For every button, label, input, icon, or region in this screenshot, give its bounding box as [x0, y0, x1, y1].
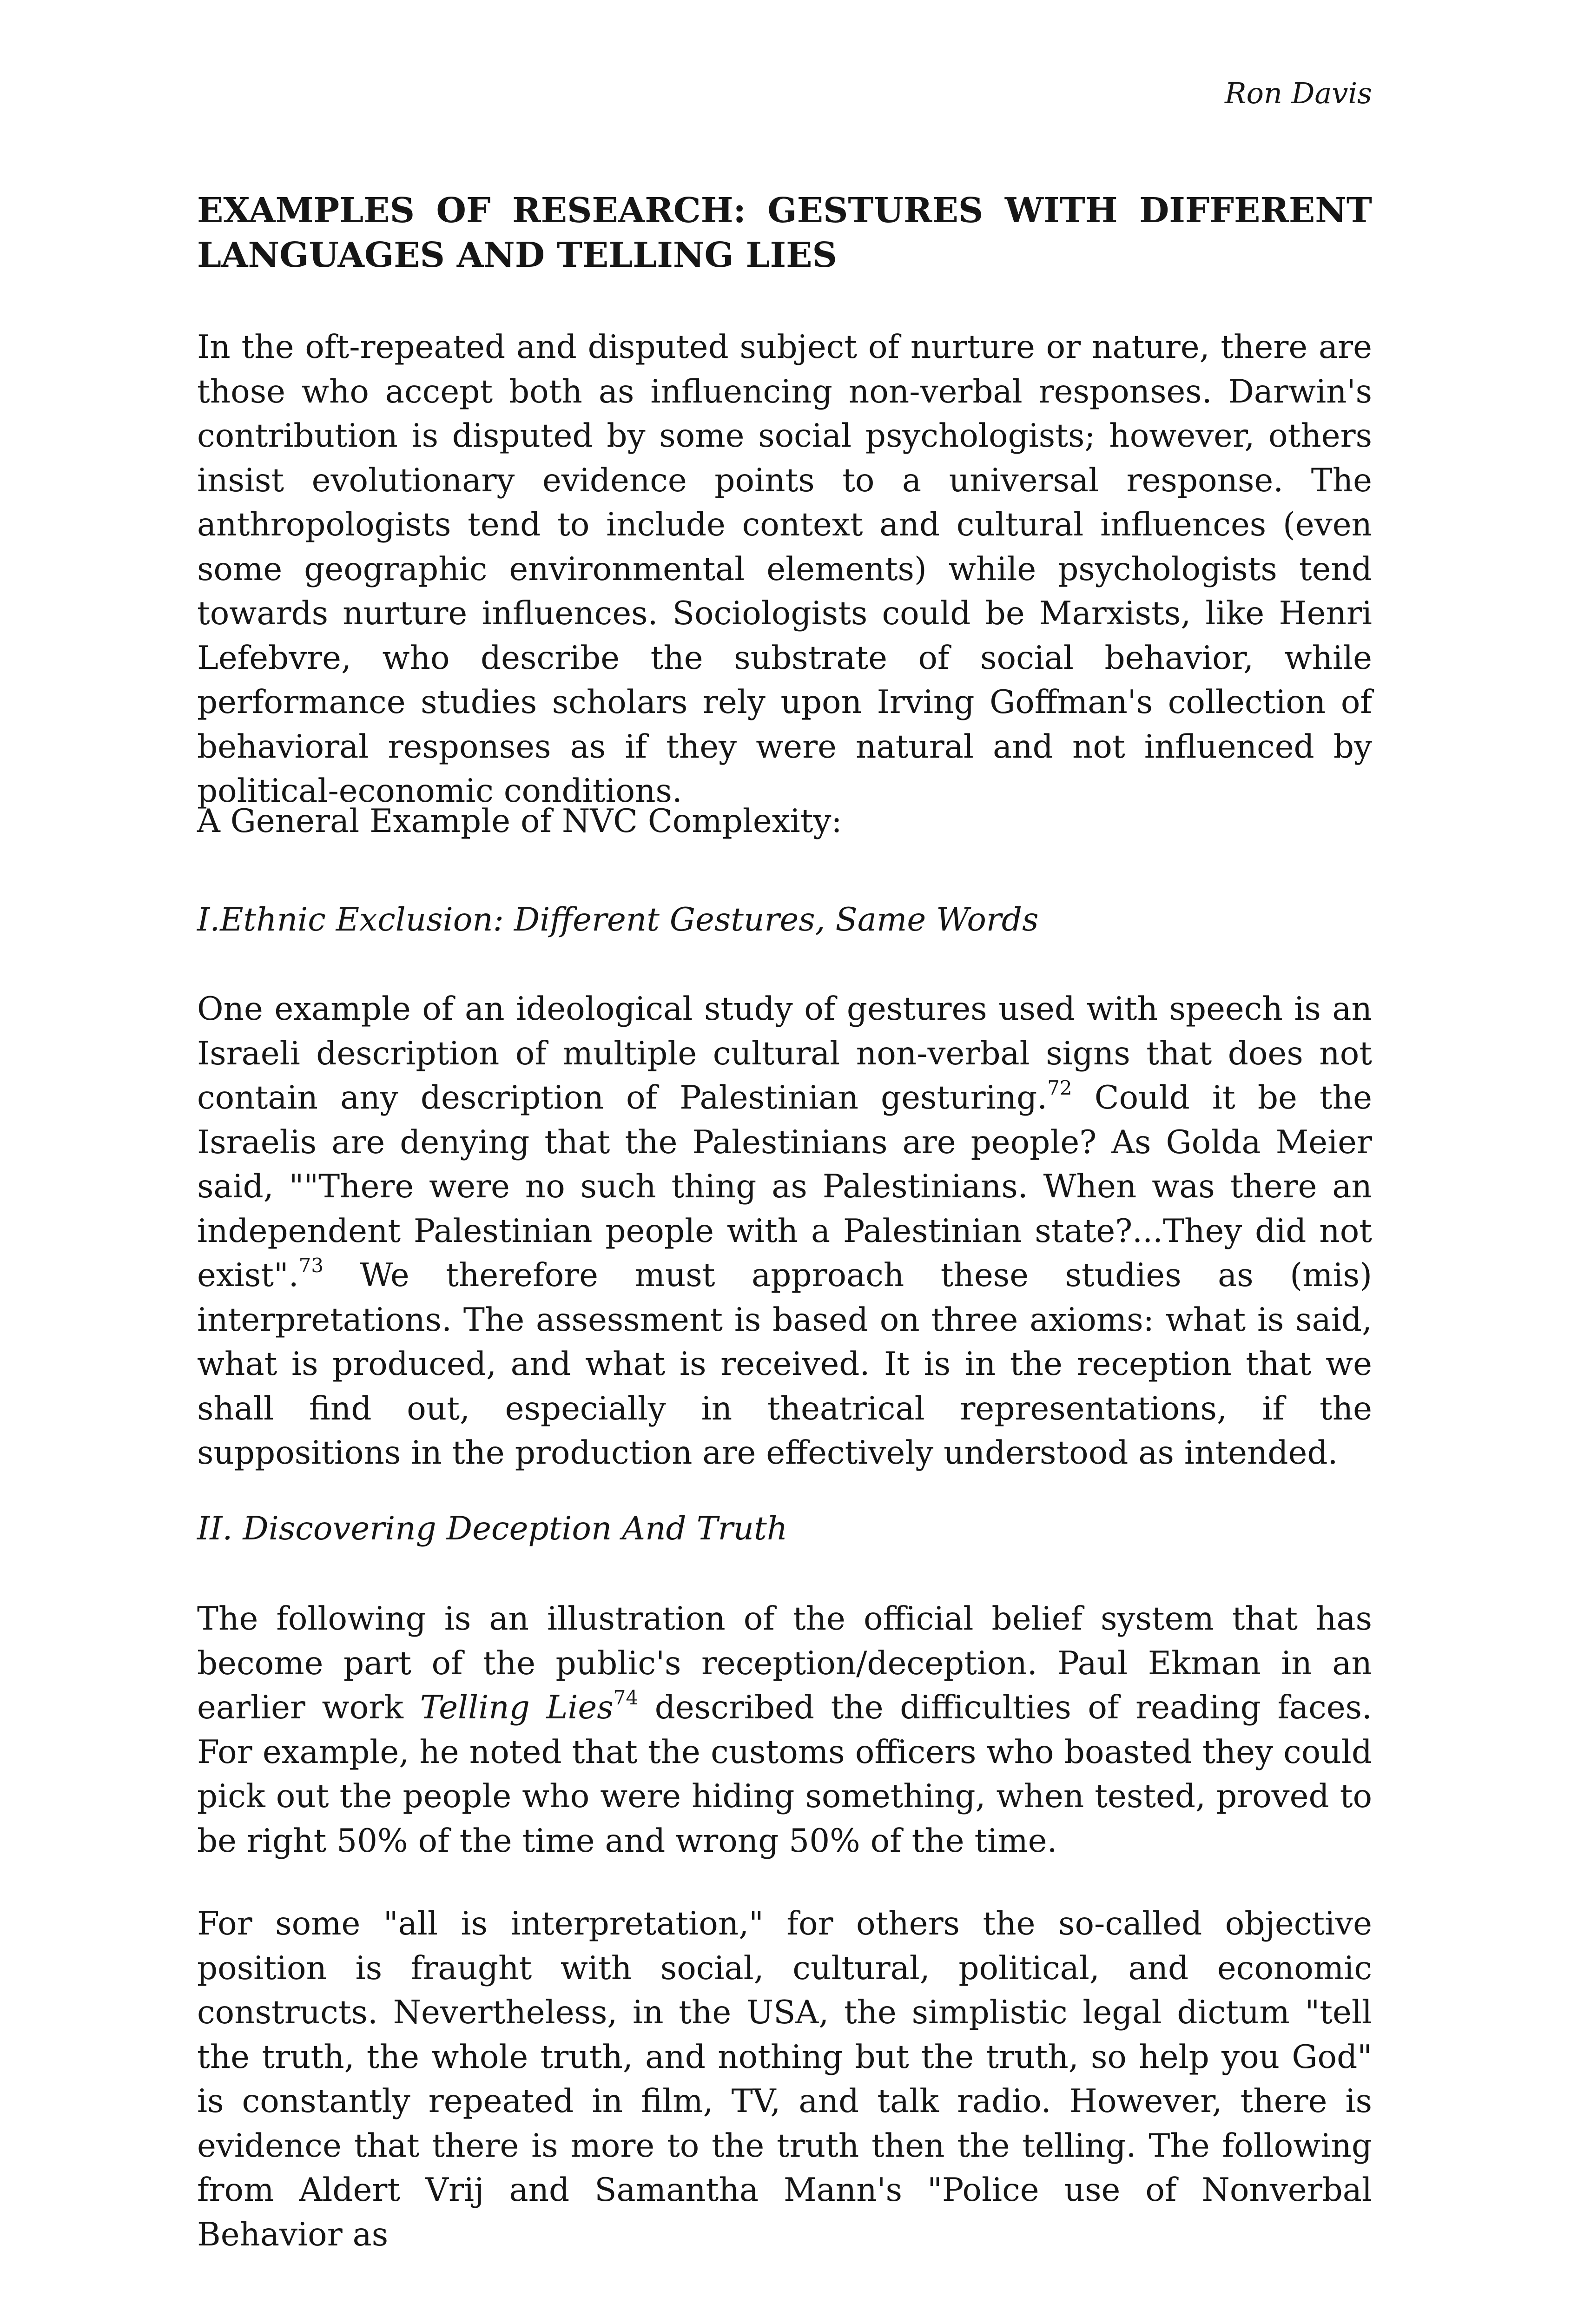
interpretation-paragraph: For some "all is interpretation," for others the so-called objective position is fraught with social, cultural, political, and economic constructs. Nevertheless, in the USA, the simplistic legal dictum "tell the truth, the whole truth, and nothing but the truth, so help you God" is constantly repeated in film, TV, and talk radio. However, there is evidence that there is more to the truth then the telling. The following from Aldert Vrij and Samantha Mann's "Police use of Nonverbal Behavior as — [197, 1905, 1372, 2253]
subsection-title-deception: II. Discovering Deception And Truth — [197, 1510, 788, 1547]
general-example-label: A General Example of NVC Complexity: — [197, 803, 842, 840]
section-heading: EXAMPLES OF RESEARCH: GESTURES WITH DIFFERENT LANGUAGES AND TELLING LIES — [197, 191, 1372, 275]
intro-paragraph: In the oft-repeated and disputed subject of nurture or nature, there are those who accept both as influencing non-verbal responses. Darwin's contribution is disputed by some social psychologists; however, others insist evolutionary evidence points to a universal response. The anthropologists tend to include context and cultural influences (even some geographic environmental elements) while psychologists tend towards nurture influences. Sociologists could be Marxists, like Henri Lefebvre, who describe the substrate of social behavior, while performance studies scholars rely upon Irving Goffman's collection of behavioral responses as if they were natural and not influenced by political-economic conditions. — [197, 329, 1372, 810]
footnote-marker: 72 — [1047, 1076, 1072, 1099]
subsection-title-ethnic-exclusion: I.Ethnic Exclusion: Different Gestures, Same Words — [197, 901, 1039, 938]
body-text: The following is an illustration of the official belief system that has become part of the public's reception/deception. Paul Ekman in an earlier work — [197, 1600, 1372, 1726]
body-text: One example of an ideological study of gestures used with speech is an Israeli description of multiple cultural non-verbal signs that does not contain any description of Palestinian gesturing. — [197, 990, 1372, 1116]
deception-paragraph — [197, 1597, 1372, 1863]
book-title: Telling Lies — [420, 1689, 614, 1726]
ethnic-exclusion-paragraph — [197, 987, 1372, 1476]
running-head: Ron Davis — [1225, 76, 1372, 110]
body-text: We therefore must approach these studies as (mis) interpretations. The assessment is based on three axioms: what is said, what is produced, and what is received. It is in the reception that we shall find out, especially in theatrical representations, if the suppositions in the production are effectively understood as intended. — [197, 1257, 1372, 1472]
body-text: Could it be the Israelis are denying that the Palestinians are people? As Golda Meier said, ""There were no such thing as Palestinians. When was there an independent Palestinian people with a Palestinian state?...They did not exist". — [197, 1079, 1373, 1294]
body-text: described the difficulties of reading faces. For example, he noted that the customs officers who boasted they could pick out the people who were hiding something, when tested, proved to be right 50% of the time and wrong 50% of the time. — [197, 1689, 1372, 1860]
footnote-marker: 73 — [298, 1254, 324, 1277]
footnote-marker: 74 — [613, 1686, 639, 1709]
